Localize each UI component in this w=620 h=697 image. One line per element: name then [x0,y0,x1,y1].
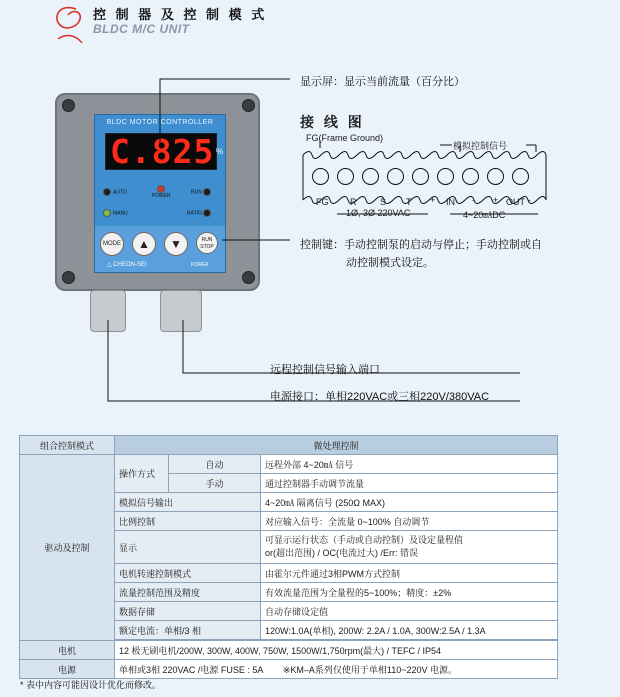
table-cell: 有效流量范围为全量程的5~100%；精度：±2% [261,583,558,602]
brand-label: △ CHEON-SEI [107,262,147,268]
terminal-screw-icon [412,168,429,185]
table-header-row [20,436,558,455]
table-header: 组合控制模式 [20,436,115,455]
footnote: * 表中内容可能因设计优化而修改。 [20,680,162,690]
table-row [20,660,558,679]
table-cell: 电机转速控制模式 [115,564,261,583]
table-cell: 驱动及控制 [20,455,115,641]
table-cell: 电机 [20,641,115,660]
table-cell: 比例控制 [115,512,261,531]
table-header: 微处理控制 [115,436,558,455]
table-cell: 对应输入信号：全流量 0~100% 自动调节 [261,512,558,531]
terminal-label: R [350,197,357,207]
terminal-screws [300,140,550,225]
table-cell: 通过控制器手动调节流量 [261,474,558,493]
terminal-screw-icon [337,168,354,185]
indicator-power: POWER [147,185,175,199]
wiring-title: 接 线 图 [300,114,365,130]
table-row [20,455,558,474]
callout-keys-line1: 控制键：手动控制泵的启动与停止；手动控制或自 [300,239,542,251]
display-unit: % [216,147,224,156]
terminal-label: S [380,197,387,207]
table-cell: 数据存储 [115,602,261,621]
table-cell: 操作方式 [115,455,169,493]
table-cell: 自动存储设定值 [261,602,558,621]
terminal-screw-icon [512,168,529,185]
terminal-screw-icon [362,168,379,185]
spec-table [19,435,558,679]
country-label: KOREA [191,262,209,268]
callout-power: 电源接口：单相220VAC或三相220V/380VAC [270,391,490,403]
terminal-label: - [472,195,475,205]
table-cell: 4~20㎃ 隔离信号 (250Ω MAX) [261,493,558,512]
callout-display: 显示屏：显示当前流量（百分比） [300,76,465,88]
table-cell: 电源 [20,660,115,679]
terminal-screw-icon [312,168,329,185]
terminal-screw-icon [487,168,504,185]
terminal-label: + [430,195,436,205]
table-cell: 远程外部 4~20㎃ 信号 [261,455,558,474]
indicator-run: RUN [191,188,213,196]
signal-spec: 4~20㎃DC [463,210,506,220]
callout-keys-line2: 动控制模式设定。 [346,257,434,269]
table-row [20,641,558,660]
callout-remote: 远程控制信号输入端口 [270,364,380,376]
table-cell: 自动 [169,455,261,474]
mode-button[interactable]: MODE [100,232,124,256]
table-cell: 显示 [115,531,261,564]
display-value: C.825 [110,132,215,171]
table-cell: 由霍尔元件通过3相PWM方式控制 [261,564,558,583]
table-cell: 可显示运行状态（手动或自动控制）及设定量程值 or(超出范围) / OC(电流过大) /Err: 错误 [261,531,558,564]
terminal-label: + [493,195,499,205]
indicator-ratio: RATIO [187,209,213,217]
power-spec: 1Ø, 3Ø 220VAC [346,208,411,218]
indicator-auto: AUTO [103,188,127,196]
terminal-label: OUT [506,197,525,207]
page-subtitle: BLDC M/C UNIT [93,22,190,36]
down-button[interactable]: ▼ [164,232,188,256]
indicator-manu: MANU [103,209,128,217]
run-stop-button[interactable]: RUN STOP [196,232,218,254]
terminal-label: T [406,197,412,207]
table-cell: 120W:1.0A(单相), 200W: 2.2A / 1.0A, 300W:2.5A / 1.3A [261,621,558,640]
terminal-screw-icon [437,168,454,185]
table-cell: 额定电流：单相/3 相 [115,621,261,640]
terminal-label: FG [316,197,329,207]
page-title: 控 制 器 及 控 制 模 式 [93,7,268,22]
fg-label: FG(Frame Ground) [306,133,384,143]
analog-signal-label: 模拟控制信号 [453,141,508,151]
table-cell: 12 极无刷电机/200W, 300W, 400W, 750W, 1500W/1,750rpm(最大) / TEFC / IP54 [115,641,558,660]
terminal-screw-icon [387,168,404,185]
panel-title: BLDC MOTOR CONTROLLER [106,119,214,126]
table-cell: 流量控制范围及精度 [115,583,261,602]
table-cell: 手动 [169,474,261,493]
table-cell: 模拟信号输出 [115,493,261,512]
up-button[interactable]: ▲ [132,232,156,256]
table-cell: 单相或3相 220VAC /电源 FUSE : 5A ※KM–A系列仅使用于单相110~220V 电源。 [115,660,558,679]
terminal-label: - [528,195,531,205]
terminal-label: IN [446,197,455,207]
terminal-screw-icon [462,168,479,185]
